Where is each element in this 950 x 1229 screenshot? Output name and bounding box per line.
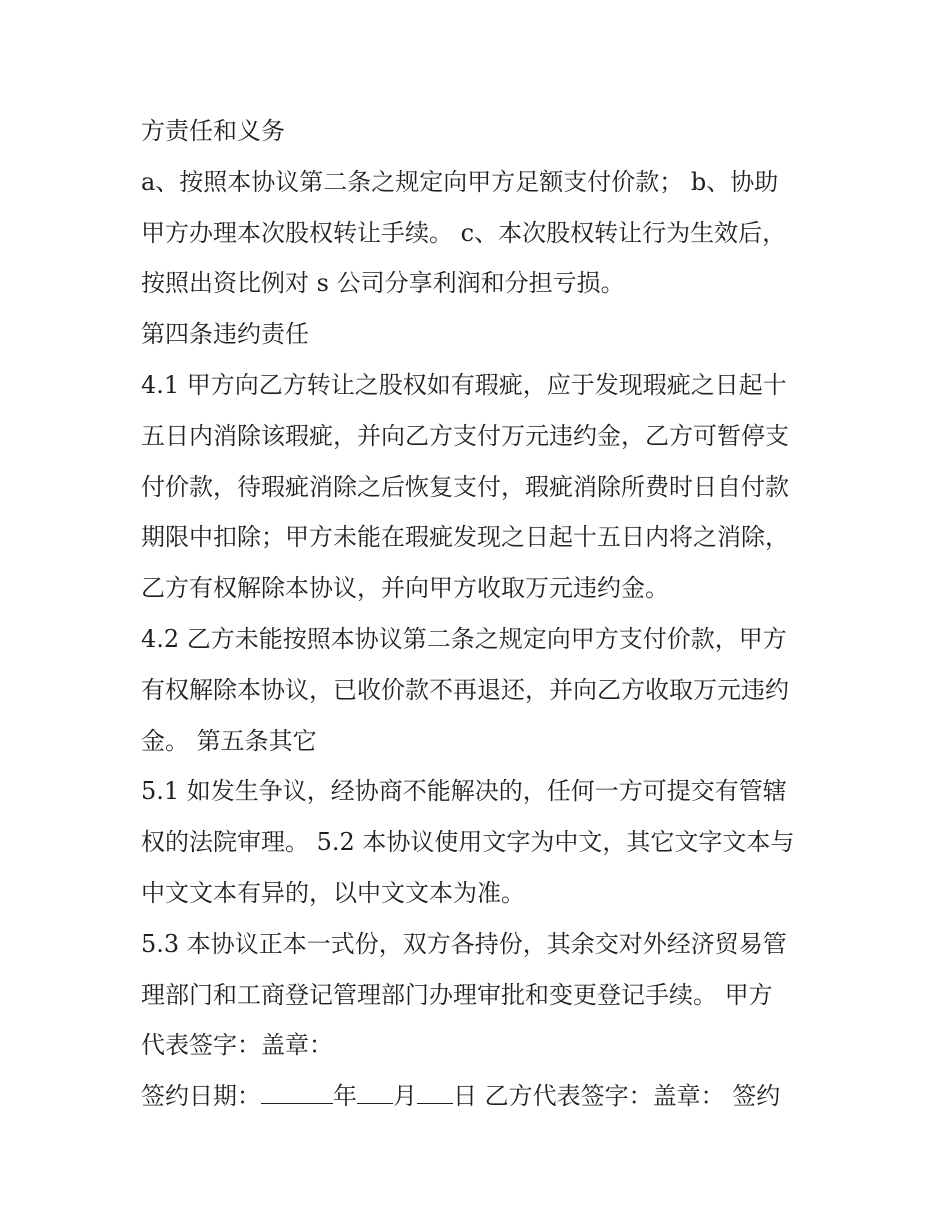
text-line: 有权解除本协议，已收价款不再退还，并向乙方收取万元违约	[141, 675, 789, 704]
month-blank	[357, 1073, 393, 1104]
signature-text: 乙方代表签字：盖章： 签约	[477, 1082, 781, 1111]
text-line: 权的法院审理。 5.2 本协议使用文字为中文，其它文字文本与	[141, 828, 795, 857]
text-line: 中文文本有异的，以中文文本为准。	[141, 878, 525, 907]
text-line: 代表签字：盖章：	[141, 1031, 333, 1060]
text-line: 理部门和工商登记管理部门办理审批和变更登记手续。 甲方	[141, 980, 773, 1009]
text-line: 乙方有权解除本协议，并向甲方收取万元违约金。	[141, 574, 669, 603]
text-line: 付价款，待瑕疵消除之后恢复支付，瑕疵消除所费时日自付款	[141, 472, 789, 501]
text-line: a、按照本协议第二条之规定向甲方足额支付价款； b、协助	[141, 167, 779, 196]
signing-date-line	[141, 1071, 821, 1122]
day-label: 日	[453, 1082, 477, 1111]
year-label: 年	[333, 1082, 357, 1111]
text-line: 4.1 甲方向乙方转让之股权如有瑕疵，应于发现瑕疵之日起十	[141, 370, 787, 399]
text-line: 4.2 乙方未能按照本协议第二条之规定向甲方支付价款，甲方	[141, 624, 787, 653]
text-line: 五日内消除该瑕疵，并向乙方支付万元违约金，乙方可暂停支	[141, 421, 789, 450]
text-line: 方责任和义务	[141, 117, 285, 145]
year-blank	[261, 1073, 333, 1104]
text-line: 期限中扣除；甲方未能在瑕疵发现之日起十五日内将之消除，	[141, 523, 789, 552]
signing-date-label: 签约日期：	[141, 1082, 261, 1111]
text-line: 按照出资比例对 s 公司分享利润和分担亏损。	[141, 269, 625, 298]
text-line: 5.3 本协议正本一式份，双方各持份，其余交对外经济贸易管	[141, 929, 787, 958]
section-heading: 第四条违约责任	[141, 320, 309, 349]
text-line: 甲方办理本次股权转让手续。 c、本次股权转让行为生效后，	[141, 218, 787, 247]
day-blank	[417, 1073, 453, 1104]
document-body	[141, 106, 821, 1122]
text-line: 金。 第五条其它	[141, 726, 317, 755]
month-label: 月	[393, 1082, 417, 1111]
text-line: 5.1 如发生争议，经协商不能解决的，任何一方可提交有管辖	[141, 777, 787, 806]
